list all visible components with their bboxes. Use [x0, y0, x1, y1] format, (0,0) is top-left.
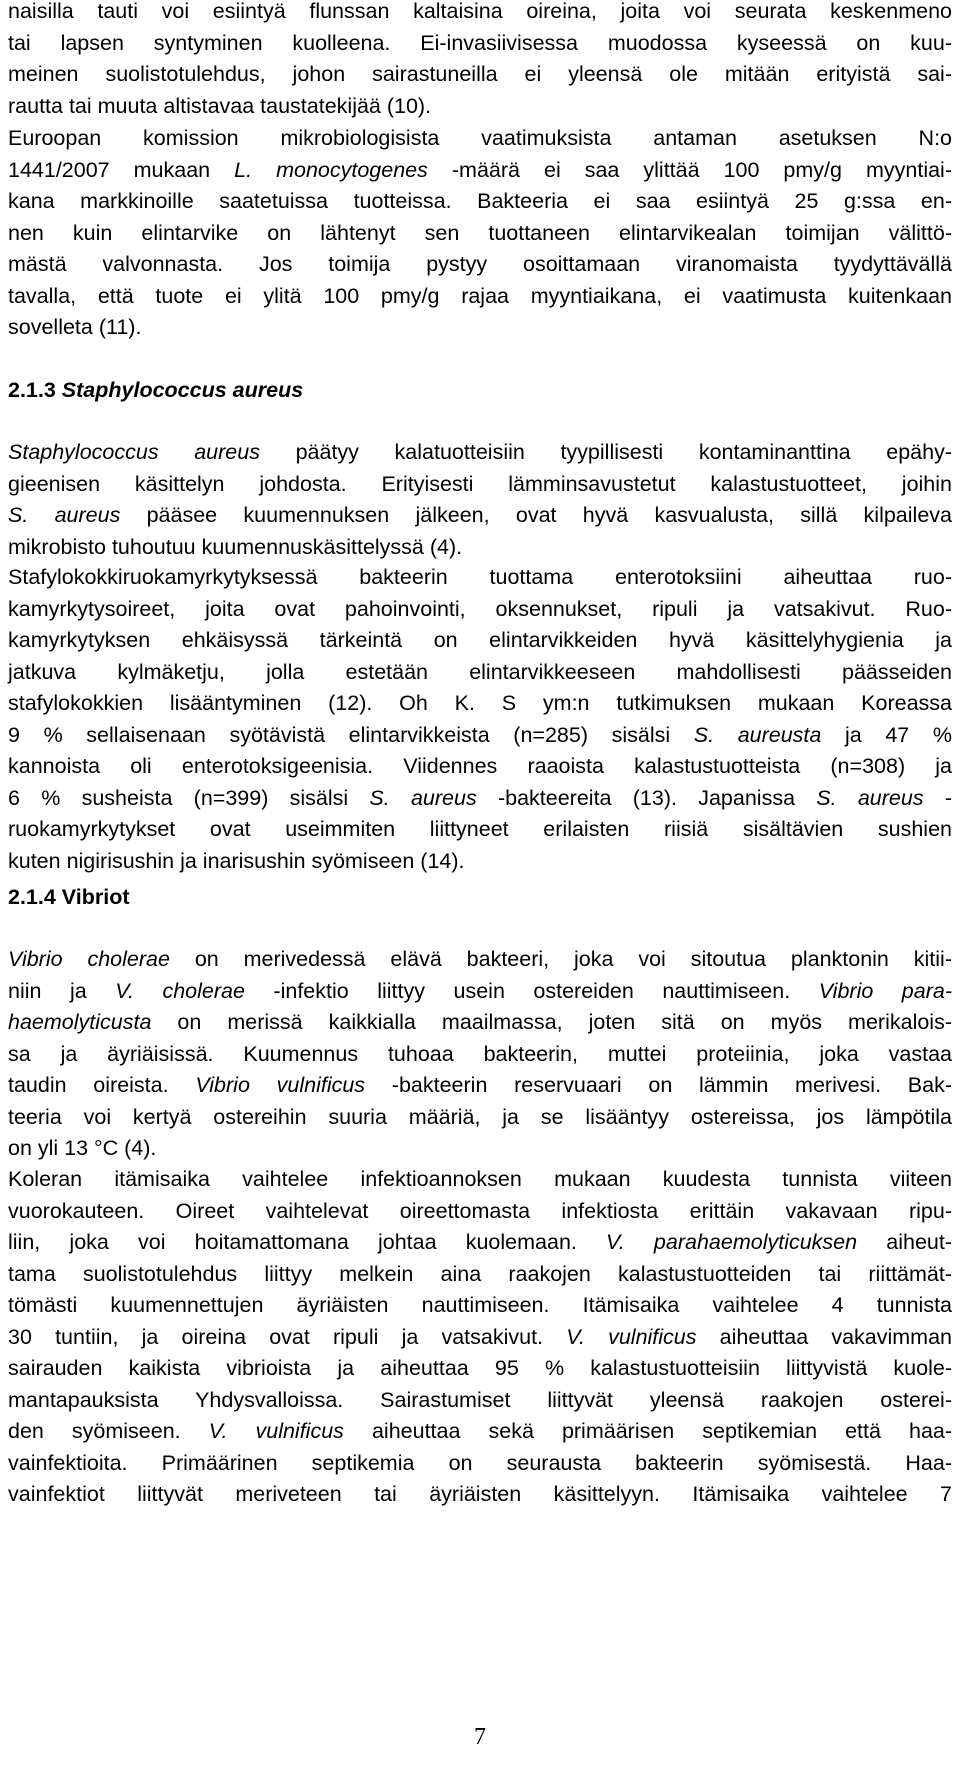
text-line	[8, 500, 952, 532]
text-run: 6 % susheista (n=399) sisälsi	[8, 785, 370, 810]
species-name: V. vulnificus	[566, 1324, 697, 1349]
species-name: S. aureus	[8, 503, 121, 527]
text-run: 30 tuntiin, ja oireina ovat ripuli ja vatsakivut.	[8, 1324, 567, 1349]
text-run: -bakteerin reservuaari on lämmin merivesi. Bak-	[365, 1073, 952, 1097]
text-run: päätyy kalatuotteisiin tyypillisesti kontaminanttina epähy-	[259, 440, 952, 464]
text-line: vuorokauteen. Oireet vaihtelevat oireettomasta infektiosta erittäin vakavaan ripu-	[8, 1198, 952, 1223]
species-name: haemolyticusta	[8, 1010, 152, 1034]
text-run: aiheuttaa sekä primäärisen septikemian että haa-	[343, 1419, 953, 1443]
text-line: mikrobisto tuhoutuu kuumennuskäsittelyssä (4).	[8, 534, 463, 559]
species-name: S. aureus	[816, 785, 924, 810]
text-line: mantapauksista Yhdysvalloissa. Sairastumiset liittyvät yleensä raakojen osterei-	[8, 1387, 952, 1412]
text-line	[8, 437, 952, 469]
text-run: taudin oireista.	[8, 1073, 196, 1097]
text-line: nen kuin elintarvike on lähtenyt sen tuottaneen elintarvikealan toimijan välittö-	[8, 220, 952, 245]
text-line: sairauden kaikista vibrioista ja aiheuttaa 95 % kalastustuotteisiin liittyvistä kuole-	[8, 1356, 952, 1380]
text-line: sovelleta (11).	[8, 315, 142, 339]
text-line	[8, 783, 952, 815]
species-name: Vibrio vulnificus	[195, 1073, 366, 1097]
text-run: -infektio liittyy usein ostereiden nauttimiseen.	[244, 978, 819, 1003]
text-line: Euroopan komission mikrobiologisista vaatimuksista antaman asetuksen N:o	[8, 126, 952, 150]
text-run: ja 47 %	[821, 722, 952, 747]
species-name: Staphylococcus aureus	[8, 440, 260, 464]
text-run: 9 % sellaisenaan syötävistä elintarvikkeista (n=285) sisälsi	[8, 722, 694, 747]
text-line: ruokamyrkytykset ovat useimmiten liittyneet erilaisten riisiä sisältävien sushien	[8, 817, 952, 841]
text-line: vainfektioita. Primäärinen septikemia on seurausta bakteerin syömisestä. Haa-	[8, 1450, 952, 1475]
species-name: S. aureus	[369, 785, 477, 810]
staph-paragraph-1	[8, 437, 952, 563]
text-line: mästä valvonnasta. Jos toimija pystyy osoittamaan viranomaista tyydyttävällä	[8, 252, 952, 276]
text-line	[8, 976, 952, 1008]
text-line: stafylokokkien lisääntyminen (12). Oh K. S ym:n tutkimuksen mukaan Koreassa	[8, 691, 952, 715]
text-run: den syömiseen.	[8, 1419, 209, 1443]
text-run: on merissä kaikkialla maailmassa, joten sitä on myös merikalois-	[151, 1010, 952, 1034]
text-line	[8, 1070, 952, 1102]
text-run: liin, joka voi hoitamattomana johtaa kuolemaan.	[8, 1230, 607, 1254]
text-line: tai lapsen syntyminen kuolleena. Ei-invasiivisessa muodossa kyseessä on kuu-	[8, 30, 952, 55]
section-heading-vibriot: 2.1.4 Vibriot	[8, 885, 130, 909]
text-line: kannoista oli enterotoksigeenisia. Viidennes raaoista kalastustuotteista (n=308) ja	[8, 754, 952, 778]
vibrio-paragraph-2	[8, 1164, 952, 1511]
species-name: V. cholerae	[115, 978, 245, 1003]
text-line: Koleran itämisaika vaihtelee infektioannoksen mukaan kuudesta tunnista viiteen	[8, 1167, 952, 1191]
text-line	[8, 155, 952, 187]
text-line: kamyrkytysoireet, joita ovat pahoinvointi, oksennukset, ripuli ja vatsakivut. Ruo-	[8, 596, 952, 621]
text-line: kana markkinoille saatetuissa tuotteissa. Bakteeria ei saa esiintyä 25 g:ssa en-	[8, 189, 952, 213]
text-line	[8, 720, 952, 752]
text-line: tavalla, että tuote ei ylitä 100 pmy/g rajaa myyntiaikana, ei vaatimusta kuitenkaan	[8, 283, 952, 308]
text-line: gieenisen käsittelyn johdosta. Erityisesti lämminsavustetut kalastustuotteet, joihin	[8, 471, 952, 496]
text-run: -bakteereita (13). Japanissa	[476, 785, 817, 810]
text-line: teeria voi kertyä ostereihin suuria määriä, ja se lisääntyy ostereissa, jos lämpötila	[8, 1104, 952, 1129]
section-number: 2.1.3	[8, 378, 62, 402]
text-line: rautta tai muuta altistavaa taustatekijää (10).	[8, 93, 432, 118]
text-line	[8, 1007, 952, 1039]
species-name: V. vulnificus	[208, 1419, 344, 1443]
text-run: -	[923, 785, 953, 810]
vibrio-paragraph-1	[8, 944, 952, 1165]
species-name: S. aureusta	[693, 722, 822, 747]
text-run: on merivedessä elävä bakteeri, joka voi sitoutua planktonin kitii-	[169, 947, 952, 971]
text-line	[8, 1322, 952, 1354]
text-line: sa ja äyriäisissä. Kuumennus tuhoaa bakteerin, muttei proteiinia, joka vastaa	[8, 1041, 952, 1066]
text-line	[8, 1227, 952, 1259]
text-run: aiheut-	[857, 1230, 952, 1254]
text-run: aiheuttaa vakavimman	[696, 1324, 952, 1349]
text-run: 1441/2007 mukaan	[8, 157, 235, 182]
staph-paragraph-2	[8, 562, 952, 877]
text-line: Stafylokokkiruokamyrkytyksessä bakteerin tuottama enterotoksiini aiheuttaa ruo-	[8, 565, 952, 589]
text-run: pääsee kuumennuksen jälkeen, ovat hyvä kasvualusta, sillä kilpaileva	[120, 503, 952, 527]
intro-paragraph	[8, 0, 952, 122]
text-run: niin ja	[8, 978, 116, 1003]
text-line: tama suolistotulehdus liittyy melkein aina raakojen kalastustuotteiden tai riittämät-	[8, 1261, 952, 1286]
text-line: naisilla tauti voi esiintyä flunssan kaltaisina oireina, joita voi seurata keskenmeno	[8, 0, 952, 23]
text-line	[8, 944, 952, 976]
regulation-paragraph	[8, 123, 952, 344]
text-line: tömästi kuumennettujen äyriäisten nauttimiseen. Itämisaika vaihtelee 4 tunnista	[8, 1293, 952, 1317]
species-name: Vibrio cholerae	[8, 947, 170, 971]
text-line	[8, 1416, 952, 1448]
text-line: on yli 13 °C (4).	[8, 1136, 157, 1160]
text-line: jatkuva kylmäketju, jolla estetään elintarvikkeeseen mahdollisesti päässeiden	[8, 659, 952, 684]
text-line: kamyrkytyksen ehkäisyssä tärkeintä on elintarvikkeiden hyvä käsittelyhygienia ja	[8, 628, 952, 652]
species-name: V. parahaemolyticuksen	[606, 1230, 858, 1254]
section-title: Staphylococcus aureus	[61, 378, 304, 402]
species-name: L. monocytogenes	[234, 157, 428, 182]
species-name: Vibrio para-	[818, 978, 952, 1003]
text-run: -määrä ei saa ylittää 100 pmy/g myyntiai-	[427, 157, 952, 182]
text-line: meinen suolistotulehdus, johon sairastuneilla ei yleensä ole mitään erityistä sai-	[8, 62, 952, 86]
section-heading-staphylococcus	[8, 375, 303, 407]
text-line: kuten nigirisushin ja inarisushin syömiseen (14).	[8, 848, 465, 873]
text-line: vainfektiot liittyvät meriveteen tai äyriäisten käsittelyyn. Itämisaika vaihtelee 7	[8, 1482, 952, 1506]
page-number: 7	[474, 1724, 486, 1750]
